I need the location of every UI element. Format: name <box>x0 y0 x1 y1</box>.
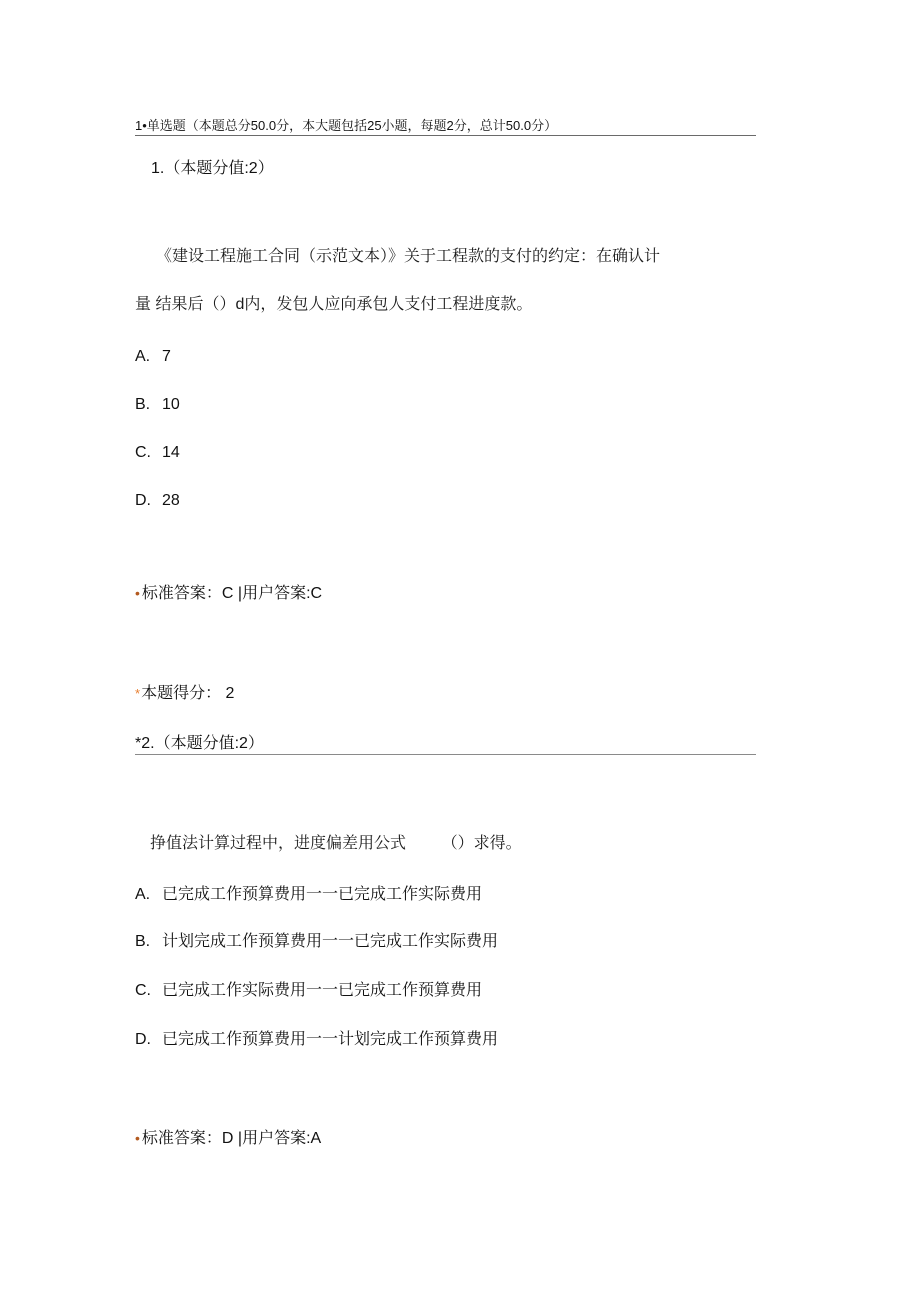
option-text: 已完成工作预算费用一一计划完成工作预算费用 <box>162 1031 499 1048</box>
score-text: 本题得分： 2 <box>141 685 235 702</box>
question-1-option-d[interactable] <box>135 491 180 511</box>
question-1-option-c[interactable] <box>135 443 180 463</box>
option-text: 计划完成工作预算费用一一已完成工作实际费用 <box>162 933 499 950</box>
option-text: 已完成工作实际费用一一已完成工作预算费用 <box>162 982 483 999</box>
question-2-option-a[interactable] <box>135 885 482 905</box>
option-label: A. <box>135 886 151 903</box>
section-header: 1•单选题（本题总分50.0分，本大题包括25小题，每题2分，总计50.0分） <box>135 117 756 136</box>
option-text: 已完成工作预算费用一一已完成工作实际费用 <box>162 886 483 903</box>
question-1-score <box>135 684 234 704</box>
question-1-stem-line2: 量 结果后（）d内，发包人应向承包人支付工程进度款。 <box>135 296 533 313</box>
star-icon: * <box>135 686 141 701</box>
option-label: C. <box>135 444 151 461</box>
option-text: 10 <box>162 396 180 413</box>
bullet-icon: • <box>135 585 140 601</box>
option-text: 7 <box>162 348 171 365</box>
answer-text: 标准答案：C |用户答案:C <box>141 585 323 602</box>
question-2-heading: *2.（本题分值:2） <box>135 734 756 755</box>
option-label: A. <box>135 348 151 365</box>
question-2-option-c[interactable] <box>135 981 482 1001</box>
question-1-option-a[interactable] <box>135 347 171 367</box>
question-1-heading: 1.（本题分值:2） <box>151 160 274 177</box>
bullet-icon: • <box>135 1130 140 1146</box>
question-2-option-b[interactable] <box>135 932 498 952</box>
question-1-stem-line1: 《建设工程施工合同（示范文本）》关于工程款的支付的约定：在确认计 <box>156 248 661 265</box>
option-label: D. <box>135 1031 151 1048</box>
option-label: B. <box>135 933 151 950</box>
question-2-stem: 挣值法计算过程中，进度偏差用公式 （）求得。 <box>150 835 522 852</box>
option-text: 28 <box>162 492 180 509</box>
question-1-answer <box>135 583 322 604</box>
option-label: C. <box>135 982 151 999</box>
question-2-answer <box>135 1128 321 1149</box>
option-label: D. <box>135 492 151 509</box>
option-label: B. <box>135 396 151 413</box>
question-1-option-b[interactable] <box>135 395 180 415</box>
question-2-option-d[interactable] <box>135 1030 498 1050</box>
answer-text: 标准答案：D |用户答案:A <box>141 1130 322 1147</box>
option-text: 14 <box>162 444 180 461</box>
